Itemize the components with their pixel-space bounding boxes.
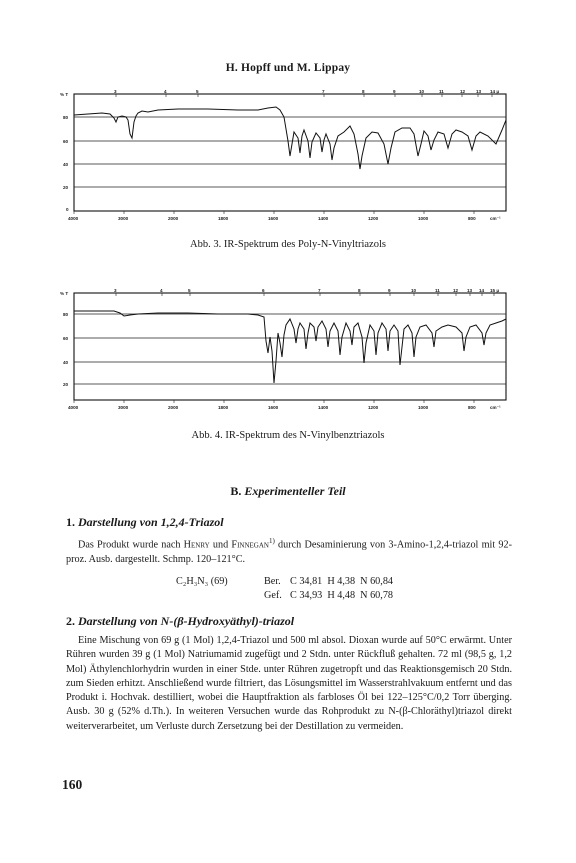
wavenumber-label: 3000 xyxy=(118,216,129,221)
figure-caption-3: Abb. 3. IR-Spektrum des Poly-N-Vinyltriazols xyxy=(190,239,386,250)
y-axis-label: % T xyxy=(60,92,69,97)
micron-label: 3 xyxy=(114,288,117,293)
wavenumber-label: 1200 xyxy=(368,405,379,410)
micron-label: 8 xyxy=(362,89,365,94)
wavenumber-label: 1200 xyxy=(368,216,379,221)
micron-label: 6 xyxy=(262,288,265,293)
subsection-title: Darstellung von N-(β-Hydroxyäthyl)-triazol xyxy=(78,614,295,628)
subsection-number: 1. xyxy=(66,515,75,529)
ir-spectrum-figure-3 xyxy=(58,86,514,226)
y-tick-label: 20 xyxy=(63,382,69,387)
molecular-formula: C₂H₃N₃ (69) xyxy=(176,576,228,587)
micron-label: 10 xyxy=(419,89,425,94)
section-heading xyxy=(0,484,576,499)
paragraph-text: durch Desaminierung von 3-Amino-1,2,4-triazol mit 92-proz. Ausb. dargestellt. Schmp. 120–121°C. xyxy=(66,539,512,565)
micron-label: 12 xyxy=(453,288,459,293)
y-tick-label: 80 xyxy=(63,115,69,120)
ir-spectrum-chart-3 xyxy=(58,86,514,226)
author-name: Henry xyxy=(183,539,210,551)
y-tick-label: 40 xyxy=(63,162,69,167)
author-name: Finnegan xyxy=(231,539,269,551)
analysis-label: Gef. xyxy=(264,590,282,601)
micron-label: 4 xyxy=(160,288,163,293)
paragraph-2: Eine Mischung von 69 g (1 Mol) 1,2,4-Triazol und 500 ml absol. Dioxan wurde auf 50°C erwärmt. Unter Rühren wurden 39 g (1 Mol) Natriumamid zugefügt und 2 Stdn. unter Rückfluß gehalten. 72 ml (98,5 g, 1,2 Mol) Äthylenchlorhydrin wurden in einer Stde. unter Rühren zugetropft und das Reaktionsgemisch 20 Stdn. zum Sieden erhitzt. Anschließend wurde filtriert, das Lösungsmittel im Wasserstrahlvakuum entfernt und das Produkt i. Hochvak. destilliert, wobei die Hauptfraktion als farbloses Öl bei 122–125°C/0,2 Torr überging. Ausb. 30 g (52% d.Th.). In weiteren Versuchen wurde das Rohprodukt zu N-(β-Chloräthyl)triazol direkt weiterverarbeitet, um Verluste durch Zersetzung bei der Destillation zu vermeiden. xyxy=(66,635,512,732)
running-header: H. Hopff und M. Lippay xyxy=(225,62,351,74)
micron-label: 14 μ xyxy=(490,89,500,94)
micron-label: 13 xyxy=(476,89,482,94)
spectrum-trace xyxy=(74,107,506,169)
micron-label: 13 xyxy=(467,288,473,293)
micron-label: 11 xyxy=(439,89,444,94)
micron-label: 14 xyxy=(479,288,485,293)
wavenumber-label: 1400 xyxy=(318,405,329,410)
micron-label: 9 xyxy=(393,89,396,94)
subsection-heading-1 xyxy=(66,515,224,530)
wavenumber-label: 1800 xyxy=(218,405,229,410)
analysis-values: C 34,81 H 4,38 N 60,84 xyxy=(290,576,394,587)
micron-label: 3 xyxy=(114,89,117,94)
wavenumber-label: 1000 xyxy=(418,405,429,410)
micron-label: 4 xyxy=(164,89,167,94)
micron-label: 7 xyxy=(322,89,325,94)
paragraph-text: Das Produkt wurde nach xyxy=(78,539,181,551)
section-letter: B. xyxy=(230,484,242,498)
analysis-values: C 34,93 H 4,48 N 60,78 xyxy=(290,590,394,601)
analysis-label: Ber. xyxy=(264,576,281,587)
wavenumber-label: 2000 xyxy=(168,405,179,410)
y-tick-label: 20 xyxy=(63,185,69,190)
paragraph-1 xyxy=(66,534,512,567)
paragraph-text: und xyxy=(212,539,229,551)
micron-label: 5 xyxy=(196,89,199,94)
wavenumber-label: 4000 xyxy=(68,216,79,221)
wavenumber-label: 1800 xyxy=(218,216,229,221)
y-tick-label: 0 xyxy=(66,207,69,212)
y-tick-label: 40 xyxy=(63,360,69,365)
wavenumber-label: 1000 xyxy=(418,216,429,221)
y-tick-label: 60 xyxy=(63,336,69,341)
wavenumber-label: 1600 xyxy=(268,405,279,410)
wavenumber-label: 2000 xyxy=(168,216,179,221)
wavenumber-label: cm⁻¹ xyxy=(490,405,501,410)
elemental-analysis xyxy=(176,575,393,603)
micron-label: 5 xyxy=(188,288,191,293)
micron-label: 9 xyxy=(388,288,391,293)
wavenumber-label: 1400 xyxy=(318,216,329,221)
micron-label: 10 xyxy=(411,288,417,293)
ir-spectrum-figure-4 xyxy=(58,285,514,415)
subsection-heading-2 xyxy=(66,614,294,629)
wavenumber-label: cm⁻¹ xyxy=(490,216,501,221)
reference-marker: 1) xyxy=(268,537,275,545)
wavenumber-label: 800 xyxy=(468,405,476,410)
y-tick-label: 80 xyxy=(63,312,69,317)
micron-label: 7 xyxy=(318,288,321,293)
wavenumber-label: 3000 xyxy=(118,405,129,410)
wavenumber-label: 800 xyxy=(468,216,476,221)
subsection-number: 2. xyxy=(66,614,75,628)
subsection-title: Darstellung von 1,2,4-Triazol xyxy=(78,515,224,529)
y-axis-label: % T xyxy=(60,291,69,296)
figure-caption-4: Abb. 4. IR-Spektrum des N-Vinylbenztriazols xyxy=(191,430,385,441)
micron-label: 11 xyxy=(435,288,440,293)
wavenumber-label: 1600 xyxy=(268,216,279,221)
y-tick-label: 60 xyxy=(63,139,69,144)
micron-label: 12 xyxy=(460,89,466,94)
micron-label: 15 μ xyxy=(490,288,500,293)
section-label: Experimenteller Teil xyxy=(244,484,346,498)
page-number: 160 xyxy=(62,777,83,792)
wavenumber-label: 4000 xyxy=(68,405,79,410)
micron-label: 8 xyxy=(358,288,361,293)
spectrum-trace xyxy=(74,311,506,383)
ir-spectrum-chart-4 xyxy=(58,285,514,415)
